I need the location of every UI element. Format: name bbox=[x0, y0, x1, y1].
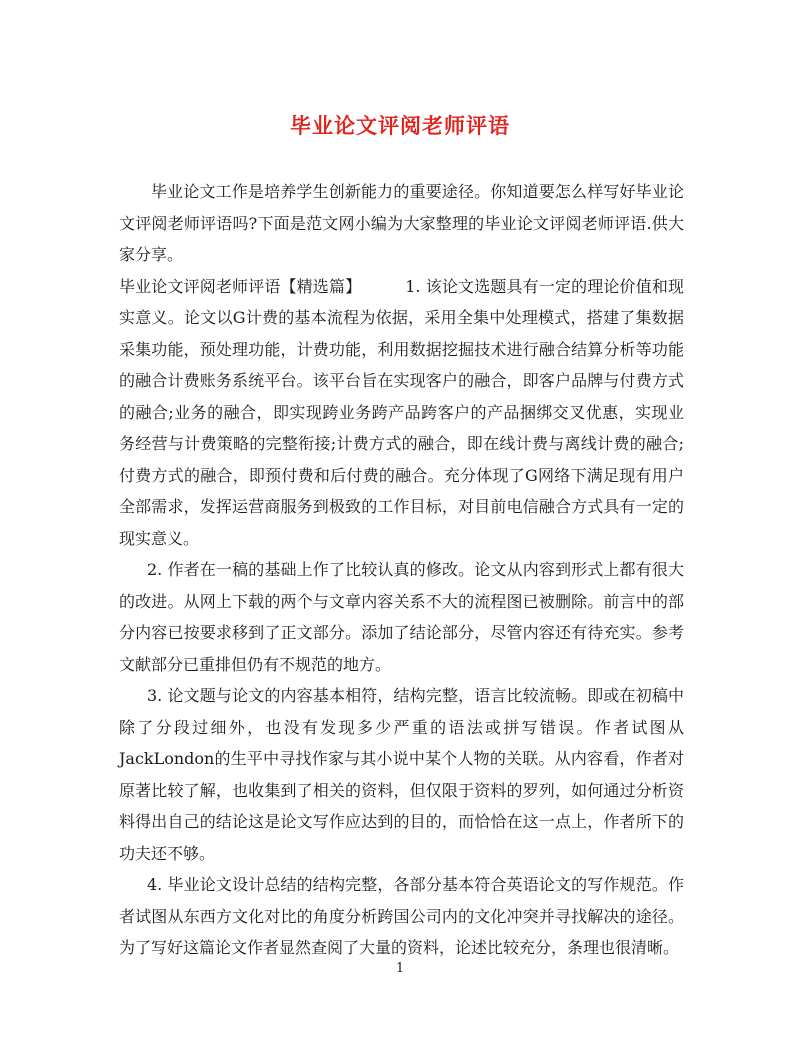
section-heading: 毕业论文评阅老师评语【精选篇】 bbox=[119, 276, 362, 296]
item-4-paragraph: 4. 毕业论文设计总结的结构完整，各部分基本符合英语论文的写作规范。作者试图从东西方文化对比的角度分析跨国公司内的文化冲突并寻找解决的途径。为了写好这篇论文作者显然查阅了大量的资料，论述比较充分，条理也很清晰。 bbox=[119, 875, 684, 957]
intro-paragraph: 毕业论文工作是培养学生创新能力的重要途径。你知道要怎么样写好毕业论文评阅老师评语吗?下面是范文网小编为大家整理的毕业论文评阅老师评语.供大家分享。 bbox=[119, 182, 684, 264]
item-3-paragraph: 3. 论文题与论文的内容基本相符，结构完整，语言比较流畅。即或在初稿中除了分段过细外，也没有发现多少严重的语法或拼写错误。作者试图从JackLondon的生平中寻找作家与其小说中某个人物的关联。从内容看，作者对原著比较了解，也收集到了相关的资料，但仅限于资料的罗列，如何通过分析资料得出自己的结论这是论文写作应达到的目的，而恰恰在这一点上，作者所下的功夫还不够。 bbox=[119, 686, 684, 863]
document-body bbox=[119, 176, 684, 964]
item-2-paragraph: 2. 作者在一稿的基础上作了比较认真的修改。论文从内容到形式上都有很大的改进。从网上下载的两个与文章内容关系不大的流程图已被删除。前言中的部分内容已按要求移到了正文部分。添加了结论部分，尽管内容还有待充实。参考文献部分已重排但仍有不规范的地方。 bbox=[119, 560, 684, 674]
item-1-text: 1. 该论文选题具有一定的理论价值和现实意义。论文以G计费的基本流程为依据，采用全集中处理模式，搭建了集数据采集功能，预处理功能，计费功能，利用数据挖掘技术进行融合结算分析等功能的融合计费账务系统平台。该平台旨在实现客户的融合，即客户品牌与付费方式的融合;业务的融合，即实现跨业务跨产品跨客户的产品捆绑交叉优惠，实现业务经营与计费策略的完整衔接;计费方式的融合，即在线计费与离线计费的融合;付费方式的融合，即预付费和后付费的融合。充分体现了G网络下满足现有用户全部需求，发挥运营商服务到极致的工作目标，对目前电信融合方式具有一定的现实意义。 bbox=[119, 276, 684, 548]
section-paragraph bbox=[119, 271, 684, 555]
document-title: 毕业论文评阅老师评语 bbox=[290, 113, 510, 138]
page-number: 1 bbox=[395, 961, 405, 976]
